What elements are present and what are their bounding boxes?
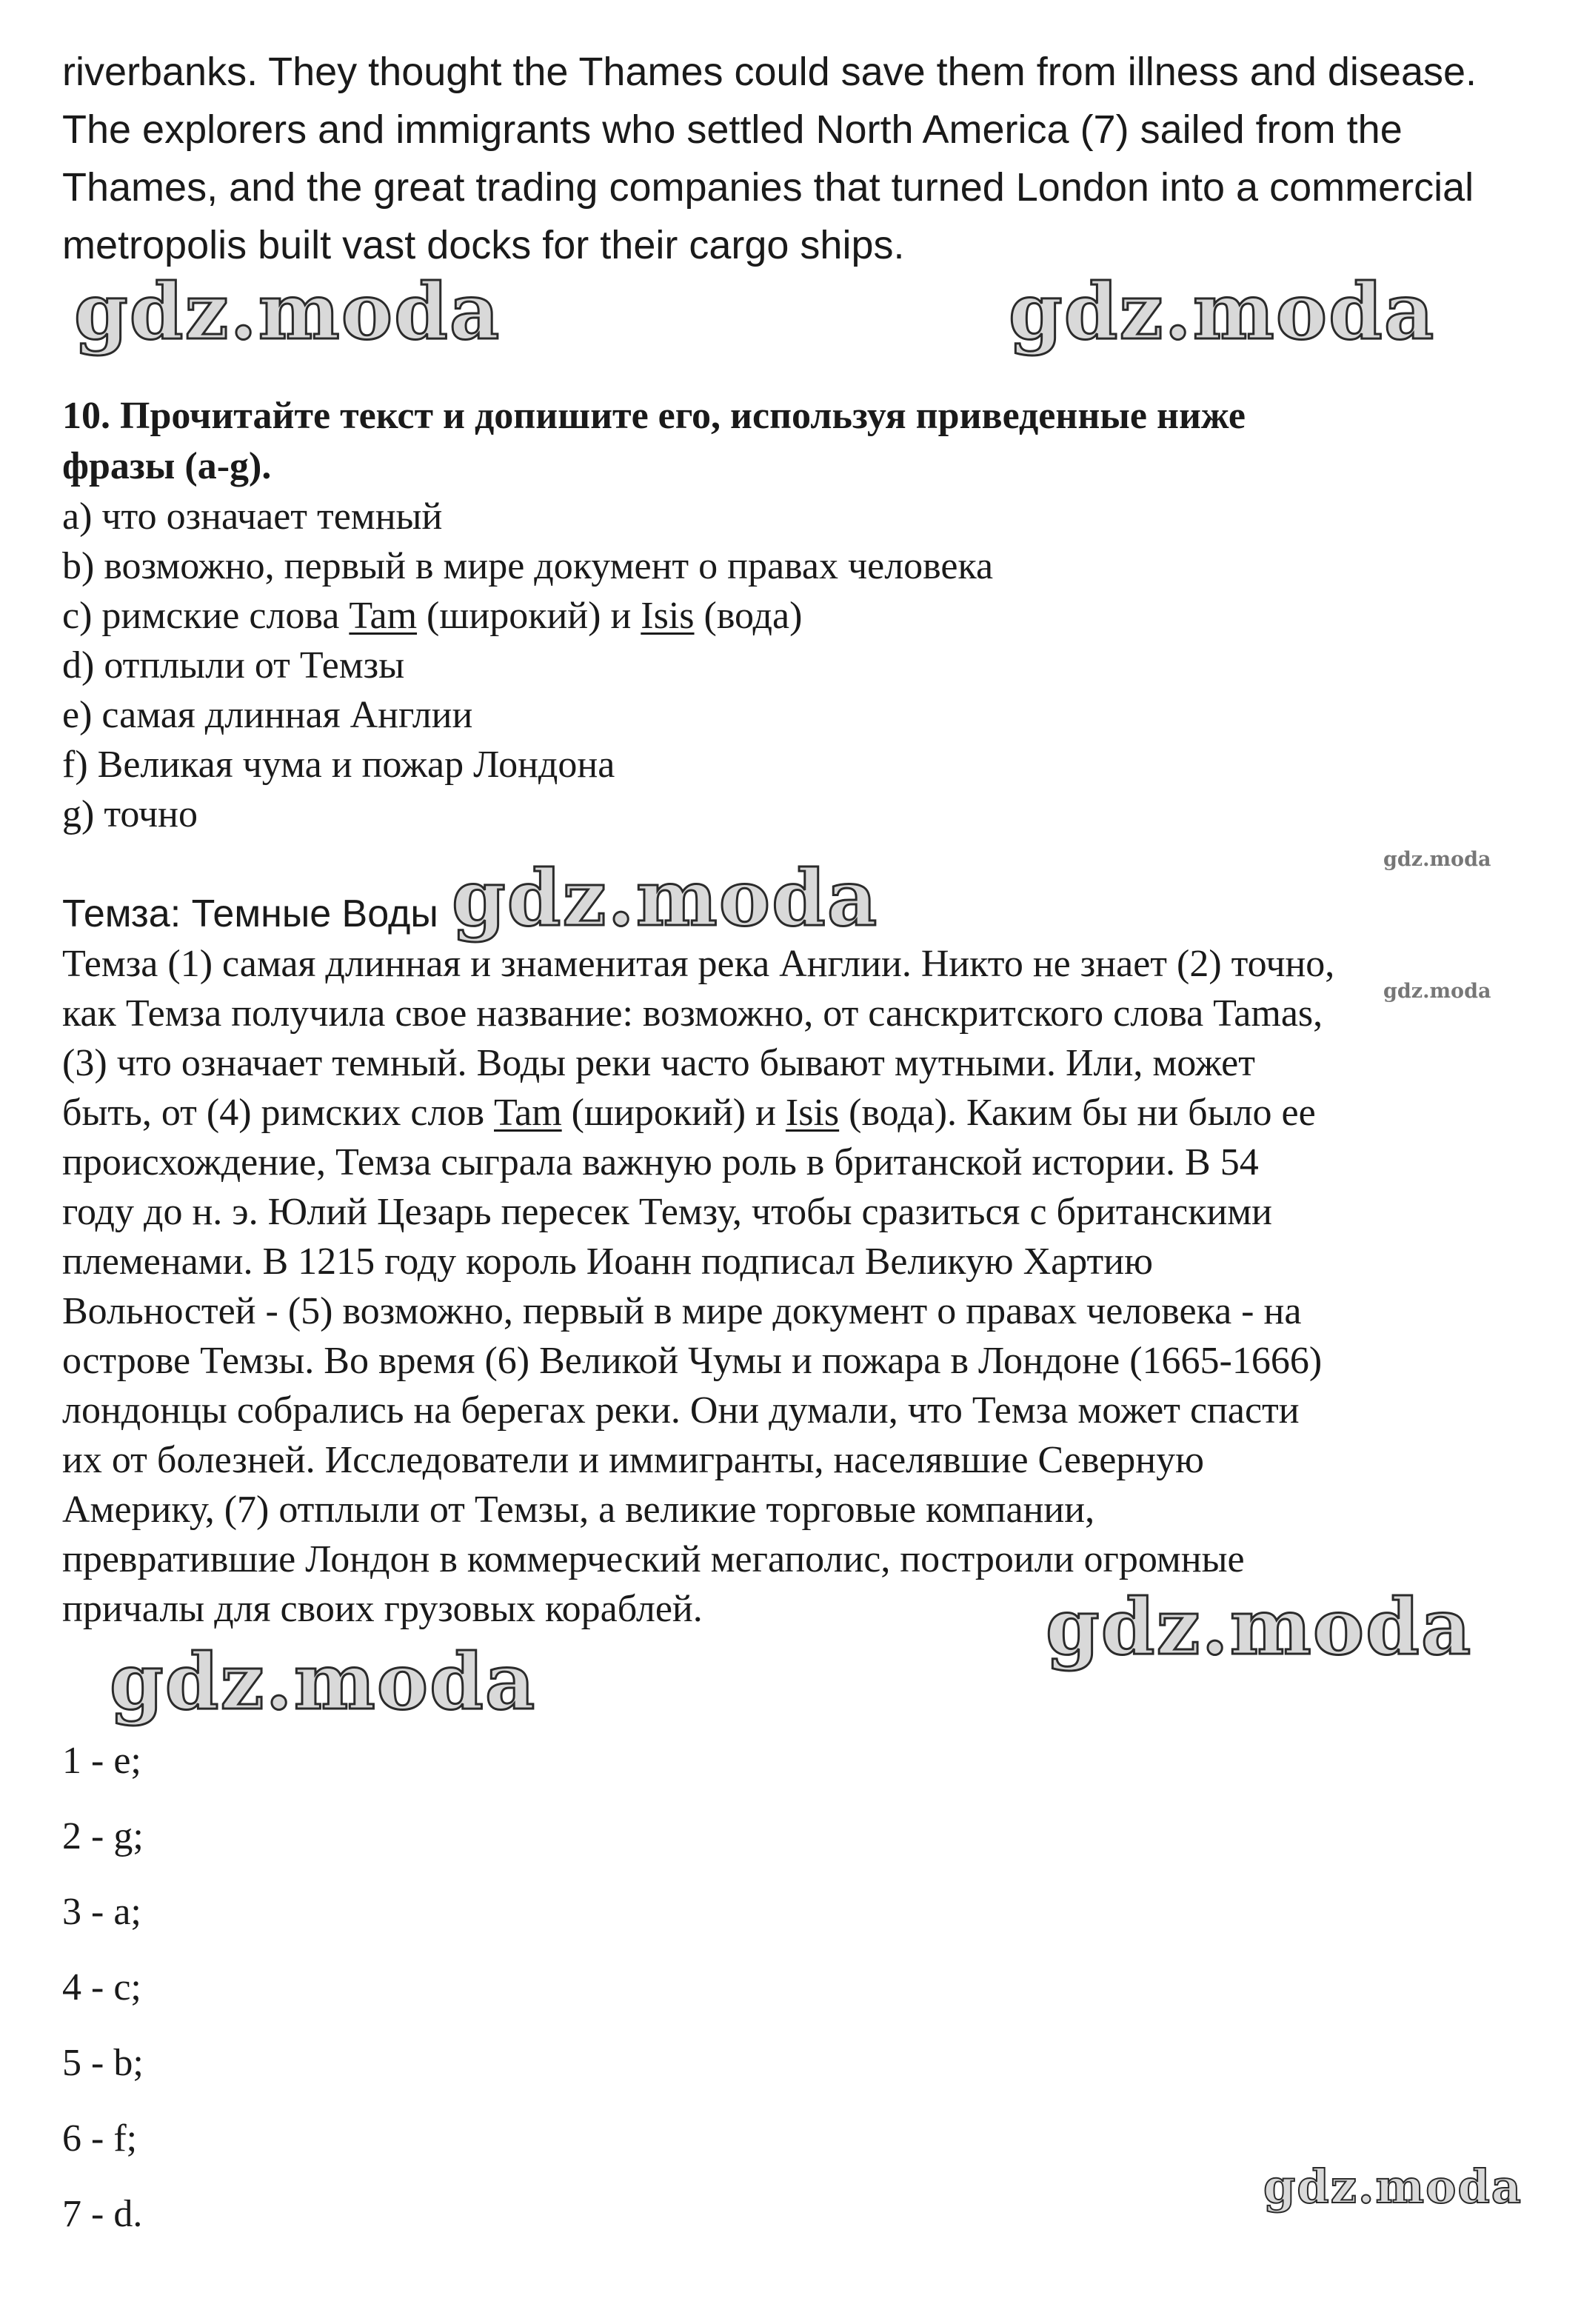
option-c — [62, 591, 1514, 641]
option-a: а) что означает темный — [62, 495, 443, 538]
english-text-continuation — [62, 43, 1514, 274]
text-line: Америку, (7) отплыли от Темзы, а великие торговые компании, — [62, 1489, 1095, 1531]
watermark-small: gdz.moda — [1383, 848, 1491, 871]
task-heading-line: 10. Прочитайте текст и допишите его, используя приведенные ниже — [62, 395, 1246, 437]
text-line: году до н. э. Юлий Цезарь пересек Темзу, чтобы сразиться с британскими — [62, 1191, 1273, 1233]
task-heading-line: фразы (a-g). — [62, 445, 272, 487]
option-c-suffix: (вода) — [694, 595, 803, 637]
translation-title-text: Темза: Темные Воды — [62, 892, 438, 935]
text-line: острове Темзы. Во время (6) Великой Чумы и пожара в Лондоне (1665-1666) — [62, 1340, 1323, 1382]
watermark-logo: gdz.moda — [452, 852, 879, 944]
answer-item: 4 - c; — [62, 1966, 141, 2009]
answer-item: 5 - b; — [62, 2042, 144, 2084]
watermark-small: gdz.moda — [1383, 980, 1491, 1003]
text-line: как Темза получила свое название: возможно, от санскритского слова Tamas, — [62, 992, 1323, 1035]
word-tam: Tam — [494, 1092, 562, 1134]
text-line: лондонцы собрались на берегах реки. Они думали, что Темза может спасти — [62, 1389, 1300, 1432]
phrase-options-list — [62, 492, 1514, 839]
text-line: причалы для своих грузовых кораблей. — [62, 1588, 703, 1630]
text-line: происхождение, Темза сыграла важную роль в британской истории. В 54 — [62, 1141, 1259, 1183]
watermark-logo: gdz.moda — [1263, 2160, 1522, 2214]
task-heading — [62, 391, 1514, 492]
watermark-logo: gdz.moda — [110, 1636, 537, 1727]
line4-mid: (широкий) и — [561, 1092, 786, 1134]
option-g: g) точно — [62, 793, 198, 835]
text-line: riverbanks. They thought the Thames could save them from illness and disease. — [62, 50, 1477, 94]
answer-item: 1 - e; — [62, 1740, 141, 1782]
text-line: metropolis built vast docks for their cargo ships. — [62, 223, 905, 267]
text-line: Thames, and the great trading companies that turned London into a commercial — [62, 165, 1474, 210]
text-line: превратившие Лондон в коммерческий мегаполис, построили огромные — [62, 1538, 1245, 1580]
text-line: племенами. В 1215 году король Иоанн подписал Великую Хартию — [62, 1241, 1153, 1283]
text-line: (3) что означает темный. Воды реки часто бывают мутными. Или, может — [62, 1042, 1255, 1084]
answer-item: 3 - a; — [62, 1891, 141, 1933]
watermark-logo: gdz.moda — [1009, 266, 1436, 357]
option-b: b) возможно, первый в мире документ о правах человека — [62, 545, 994, 587]
option-f: f) Великая чума и пожар Лондона — [62, 744, 615, 786]
translation-paragraph — [62, 939, 1514, 1634]
option-c-mid: (широкий) и — [417, 595, 641, 637]
answer-item: 6 - f; — [62, 2117, 138, 2160]
watermark-logo: gdz.moda — [74, 266, 501, 357]
watermark-logo: gdz.moda — [1046, 1581, 1473, 1672]
text-line: Вольностей - (5) возможно, первый в мире документ о правах человека - на — [62, 1290, 1302, 1332]
answer-item: 7 - d. — [62, 2193, 143, 2235]
text-line: The explorers and immigrants who settled North America (7) sailed from the — [62, 107, 1403, 152]
text-line: Темза (1) самая длинная и знаменитая река Англии. Никто не знает (2) точно, — [62, 943, 1335, 985]
text-line: их от болезней. Исследователи и иммигранты, населявшие Северную — [62, 1439, 1204, 1481]
text-line — [62, 1088, 1514, 1138]
option-c-prefix: с) римские слова — [62, 595, 350, 637]
option-d: d) отплыли от Темзы — [62, 644, 405, 687]
word-isis: Isis — [641, 595, 695, 637]
line4-suffix: (вода). Каким бы ни было ее — [839, 1092, 1316, 1134]
word-tam: Tam — [349, 595, 418, 637]
answer-item: 2 - g; — [62, 1815, 144, 1857]
option-e: е) самая длинная Англии — [62, 694, 473, 736]
word-isis: Isis — [785, 1092, 840, 1134]
line4-prefix: быть, от (4) римских слов — [62, 1092, 494, 1134]
